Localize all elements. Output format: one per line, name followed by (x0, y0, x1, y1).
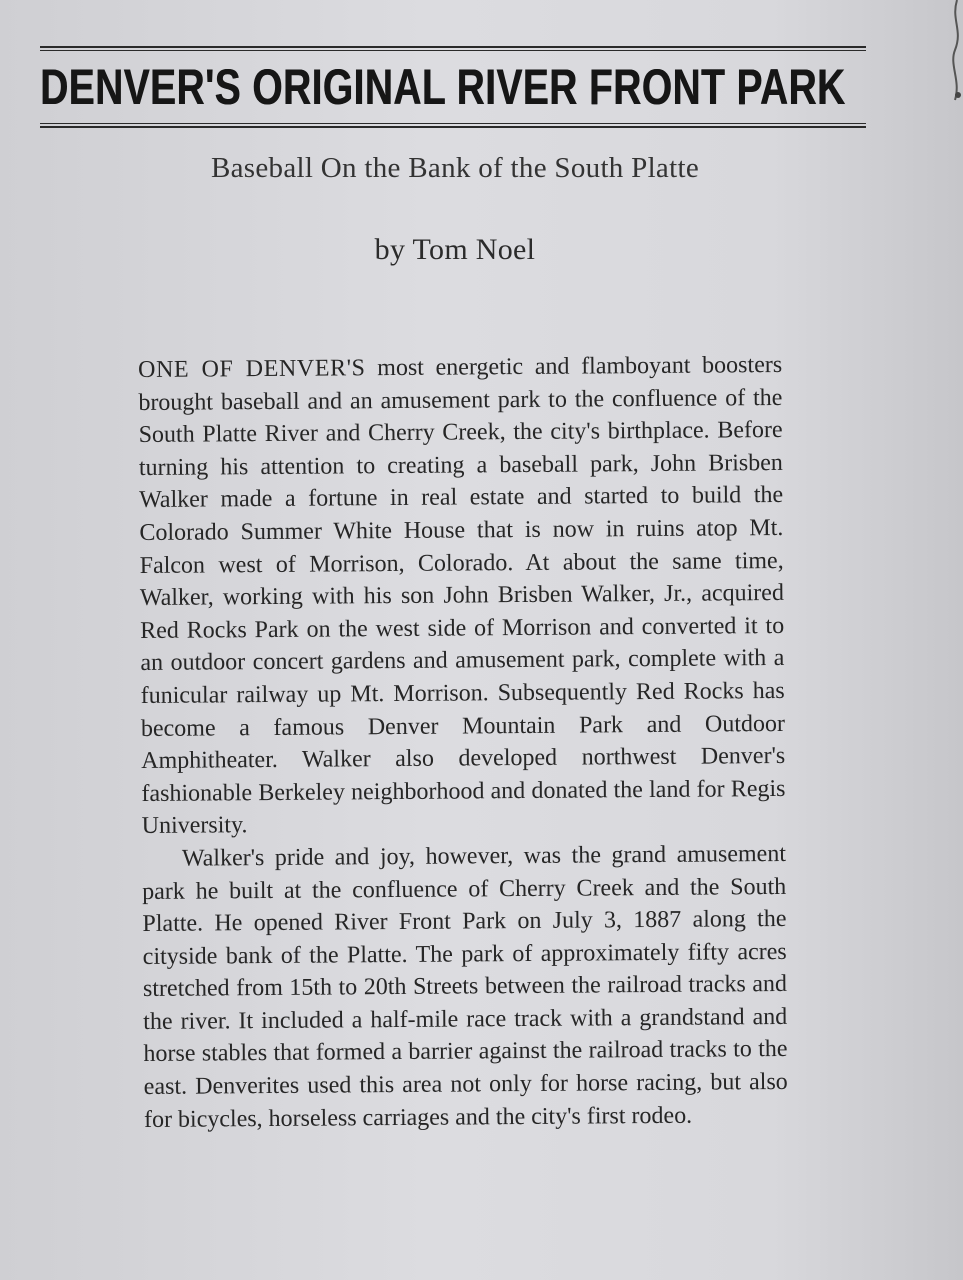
paragraph-1 (138, 349, 786, 843)
title-rule-bottom (40, 123, 866, 128)
paragraph-1-text: most energetic and flamboyant boosters brought baseball and an amusement park to the confluence of the South Platte River and Cherry Creek, the city's birthplace. Before turning his attention to creating a baseball park, John Brisben Walker made a fortune in real estate and started to build the Colorado Summer White House that is now in ruins atop Mt. Falcon west of Morrison, Colorado. At about the same time, Walker, working with his son John Brisben Walker, Jr., acquired Red Rocks Park on the west side of Morrison and converted it to an outdoor concert gardens and amusement park, complete with a funicular railway up Mt. Morrison. Subsequently Red Rocks has become a famous Denver Mountain Park and Outdoor Amphitheater. Walker also developed northwest Denver's fashionable Berkeley neighborhood and donated the land for Regis University. (138, 351, 786, 840)
title-rule-top (40, 46, 866, 51)
page-edge-ornament-icon (949, 0, 963, 120)
paragraph-2: Walker's pride and joy, however, was the grand amusement park he built at the confluence of Cherry Creek and the South Platte. He opened River Front Park on July 3, 1887 along the cityside bank of the Platte. The park of approximately fifty acres stretched from 15th to 20th Streets between the railroad tracks and the river. It included a half-mile race track with a grandstand and horse stables that formed a barrier against the railroad tracks to the east. Denverites used this area not only for horse racing, but also for bicycles, horseless carriages and the city's first rodeo. (142, 840, 788, 1133)
title-block (40, 46, 866, 128)
paragraph-1-lead: ONE OF DENVER'S (138, 355, 366, 383)
article-byline: by Tom Noel (374, 233, 536, 266)
article-subtitle: Baseball On the Bank of the South Platte (210, 152, 699, 184)
page-title: DENVER'S ORIGINAL RIVER FRONT PARK (40, 59, 846, 115)
article-body (138, 349, 788, 1136)
